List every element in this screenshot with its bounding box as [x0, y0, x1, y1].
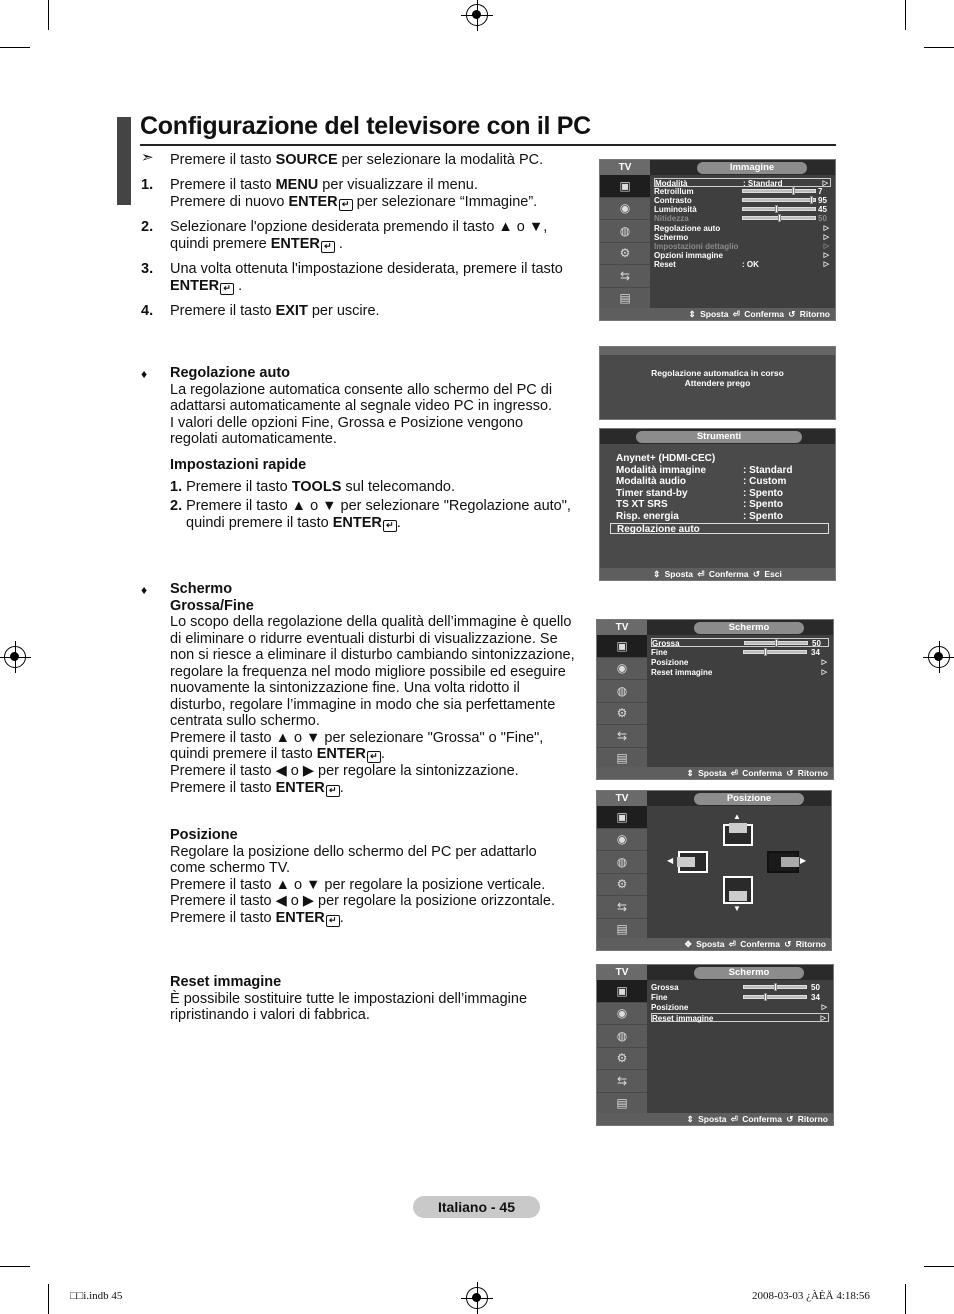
osd-menu-item[interactable] — [616, 476, 829, 488]
osd-item-value: : Standard — [743, 179, 783, 188]
osd-menu-item[interactable] — [616, 499, 829, 511]
reset-section: Reset immagine È possibile sostituire tutte le impostazioni dell’immagine ripristinando i valori di fabbrica. — [170, 974, 528, 1023]
chevron-right-icon: ▷ — [821, 669, 827, 676]
osd-menu-item[interactable] — [654, 224, 831, 233]
osd-slider[interactable] — [742, 189, 816, 193]
osd-item-label: TS XT SRS — [616, 499, 668, 511]
osd-item-value: 34 — [811, 648, 820, 657]
osd-item-value: : Standard — [743, 464, 793, 476]
auto-adjust-message: Regolazione automatica in corso Attendere prego — [651, 368, 784, 388]
osd-item-value: 45 — [818, 205, 827, 215]
step-number: 3. — [141, 261, 154, 277]
osd-menu-item[interactable] — [610, 523, 829, 535]
chevron-right-icon: ▷ — [822, 180, 828, 187]
slider-knob — [792, 187, 795, 195]
setup-icon[interactable]: ⚙ — [597, 874, 647, 897]
osd-tv-label: TV — [597, 965, 647, 980]
osd-menu-item[interactable] — [654, 205, 831, 214]
note-arrow-icon: ➣ — [141, 149, 154, 166]
osd-sidebar — [600, 175, 650, 308]
chevron-right-icon: ▷ — [823, 224, 829, 232]
osd-reset-menu — [596, 964, 834, 1126]
position-adjust-area — [647, 806, 831, 938]
osd-item-value: : Custom — [743, 476, 787, 488]
crop-mark — [0, 1266, 30, 1267]
osd-tab: Posizione — [694, 793, 804, 805]
arrow-left-icon: ◀ — [667, 856, 674, 865]
enter-icon: ↵ — [383, 520, 397, 532]
osd-menu-list — [650, 175, 835, 308]
channel-icon[interactable]: ◍ — [597, 1025, 647, 1048]
osd-item-value: : Spento — [743, 487, 783, 499]
osd-item-label: Modalità audio — [616, 476, 686, 488]
sound-icon[interactable]: ◉ — [600, 198, 650, 221]
osd-slider[interactable] — [742, 207, 816, 211]
imprint-right: 2008-03-03 ¿ÀÈÄ 4:18:56 — [752, 1290, 870, 1302]
enter-icon: ↵ — [326, 785, 340, 797]
osd-item-label: Risp. energia — [616, 511, 679, 522]
chevron-right-icon: ▷ — [820, 1015, 826, 1022]
step-2: Selezionare l'opzione desiderata premendo il tasto ▲ o ▼, quindi premere ENTER ↵ . — [170, 219, 548, 252]
schermo-section: Schermo Grossa/Fine Lo scopo della regolazione della qualità dell’immagine è quello di eliminare o ridurre eventuali disturbi di visualizzazione. Se non si riesce a eliminare il disturbo cambiando sintonizzazione, regolare la frequenza nel modo migliore possibile ed eseguire nuovamente la sintonizzazione fine. Una volta ridotto il disturbo, regolare l’immagine in modo che sia perfettamente centrata sullo schermo. Premere il tasto ▲ o ▼ per selezionare "Grossa" o "Fine", quindi premere il tasto ENTER ↵ . Premere il tasto ◀ o ▶ per regolare la sintonizzazione. Premere il tasto ENTER ↵ . — [170, 581, 575, 796]
crop-mark — [924, 1266, 954, 1267]
osd-menu-list — [647, 980, 833, 1113]
osd-item-value: 50 — [812, 639, 821, 648]
step-3: Una volta ottenuta l'impostazione desiderata, premere il tasto ENTER ↵ . — [170, 261, 563, 294]
osd-item-value: 95 — [818, 196, 827, 206]
osd-sidebar — [597, 980, 647, 1113]
title-rule — [140, 144, 836, 146]
osd-menu-item[interactable] — [616, 453, 829, 465]
channel-icon[interactable]: ◍ — [597, 851, 647, 874]
sound-icon[interactable]: ◉ — [597, 1003, 647, 1026]
setup-icon[interactable]: ⚙ — [597, 703, 647, 726]
osd-footer: ⇕ Sposta ⏎ Conferma ↺ Ritorno — [597, 767, 833, 779]
osd-item-label: Reset — [654, 259, 676, 269]
source-note: Premere il tasto SOURCE per selezionare la modalità PC. — [170, 152, 544, 168]
osd-item-label: Contrasto — [654, 196, 692, 206]
setup-icon[interactable]: ⚙ — [600, 243, 650, 266]
bullet-diamond-icon: ♦ — [141, 583, 148, 597]
osd-menu-item[interactable] — [654, 242, 831, 251]
page-title: Configurazione del televisore con il PC — [140, 112, 591, 140]
application-icon[interactable]: ▤ — [597, 1093, 647, 1116]
osd-menu-item[interactable] — [616, 511, 829, 523]
picture-icon[interactable]: ▣ — [597, 806, 647, 829]
osd-menu-item[interactable] — [654, 187, 831, 196]
osd-immagine-menu — [599, 159, 836, 321]
enter-icon: ↵ — [339, 199, 353, 211]
page-number-badge: Italiano - 45 — [413, 1196, 540, 1218]
step-1: Premere il tasto MENU per visualizzare il menu. Premere di nuovo ENTER ↵ per selezionare “Immagine”. — [170, 177, 538, 210]
crop-mark — [0, 47, 30, 48]
osd-item-value: 7 — [818, 187, 823, 197]
application-icon[interactable]: ▤ — [597, 919, 647, 942]
osd-footer: ✥ Sposta ⏎ Conferma ↺ Ritorno — [597, 938, 831, 950]
position-right-box[interactable] — [767, 851, 799, 873]
title-accent-bar — [117, 117, 131, 205]
osd-item-label: Anynet+ (HDMI-CEC) — [616, 453, 716, 464]
quick-step-2: 2. Premere il tasto ▲ o ▼ per selezionare "Regolazione auto", quindi premere il tasto ENTER ↵ . — [170, 498, 571, 531]
chevron-right-icon: ▷ — [823, 260, 829, 268]
osd-item-value: : OK — [742, 259, 759, 269]
osd-slider[interactable] — [743, 650, 807, 654]
regolazione-section: Regolazione auto La regolazione automatica consente allo schermo del PC di adattarsi automaticamente al segnale video PC in ingresso. I valori delle opzioni Fine, Grossa e Posizione vengono regolati automaticamente. — [170, 365, 553, 447]
osd-slider[interactable] — [743, 985, 807, 989]
osd-item-label: Nitidezza — [654, 214, 689, 224]
chevron-right-icon: ▷ — [821, 1004, 827, 1011]
osd-tv-label: TV — [600, 160, 650, 175]
chevron-right-icon: ▷ — [823, 251, 829, 259]
osd-item-label: Timer stand-by — [616, 487, 688, 499]
position-left-box[interactable] — [678, 851, 708, 873]
step-4: Premere il tasto EXIT per uscire. — [170, 303, 380, 319]
osd-auto-adjust-dialog — [599, 346, 836, 420]
osd-menu-item[interactable] — [616, 488, 829, 500]
enter-icon: ↵ — [220, 283, 234, 295]
input-icon[interactable]: ⇆ — [597, 1070, 647, 1093]
osd-item-label: Fine — [651, 648, 668, 657]
osd-menu-item[interactable] — [651, 1013, 829, 1022]
osd-item-label: Modalità — [655, 179, 688, 188]
osd-menu-item[interactable] — [651, 658, 829, 667]
imprint-left: □□i.indb 45 — [70, 1290, 123, 1302]
enter-icon: ↵ — [321, 241, 335, 253]
osd-posizione-menu — [596, 790, 832, 951]
osd-menu-item[interactable] — [651, 648, 829, 657]
osd-item-label: Schermo — [654, 232, 689, 242]
osd-menu-item[interactable] — [654, 260, 831, 269]
slider-knob — [764, 993, 767, 1001]
picture-icon[interactable]: ▣ — [600, 175, 650, 198]
osd-menu-item[interactable] — [651, 638, 829, 647]
posizione-section: Posizione Regolare la posizione dello schermo del PC per adattarlo come schermo TV. Premere il tasto ▲ o ▼ per regolare la posizione verticale. Premere il tasto ◀ o ▶ per regolare la posizione orizzontale. Premere il tasto ENTER ↵ . — [170, 827, 555, 926]
crop-mark — [924, 47, 954, 48]
osd-menu-item[interactable] — [654, 178, 831, 187]
registration-mark-icon — [928, 646, 950, 668]
osd-menu-item[interactable] — [616, 465, 829, 477]
osd-item-label: Reset immagine — [651, 668, 713, 677]
step-number: 1. — [141, 177, 154, 193]
osd-item-label: Retroillum — [654, 187, 694, 197]
osd-item-value: 50 — [818, 214, 827, 224]
input-icon[interactable]: ⇆ — [597, 896, 647, 919]
osd-item-label: Posizione — [651, 1003, 689, 1012]
osd-sidebar — [597, 635, 647, 767]
osd-item-value: 50 — [811, 983, 820, 992]
osd-item-label: Luminosità — [654, 205, 697, 215]
chevron-right-icon: ▷ — [821, 659, 827, 666]
slider-knob — [810, 196, 813, 204]
slider-knob — [775, 205, 778, 213]
registration-mark-icon — [466, 1287, 488, 1309]
osd-item-label: Impostazioni dettaglio — [654, 241, 739, 251]
osd-menu-item[interactable] — [651, 983, 829, 992]
quick-settings-heading: Impostazioni rapide — [170, 457, 307, 473]
osd-item-value: 34 — [811, 993, 820, 1002]
osd-item-label: Opzioni immagine — [654, 250, 723, 260]
osd-item-label: Grossa — [652, 639, 680, 648]
channel-icon[interactable]: ◍ — [600, 220, 650, 243]
osd-menu-item[interactable] — [651, 668, 829, 677]
osd-menu-item[interactable] — [654, 233, 831, 242]
osd-tab: Schermo — [694, 967, 804, 979]
channel-icon[interactable]: ◍ — [597, 680, 647, 703]
setup-icon[interactable]: ⚙ — [597, 1048, 647, 1071]
osd-item-label: Fine — [651, 993, 668, 1002]
osd-menu-item[interactable] — [654, 214, 831, 223]
step-number: 2. — [141, 219, 154, 235]
arrow-right-icon: ▶ — [800, 856, 807, 865]
slider-knob — [775, 639, 778, 647]
osd-item-label: Modalità immagine — [616, 464, 707, 476]
input-icon[interactable]: ⇆ — [597, 725, 647, 748]
quick-step-1: 1. Premere il tasto TOOLS sul telecomando. — [170, 479, 456, 495]
osd-tab: Immagine — [697, 162, 807, 174]
osd-slider[interactable] — [744, 641, 808, 645]
osd-item-value: : Spento — [743, 499, 783, 511]
arrow-down-icon: ▼ — [733, 904, 741, 913]
crop-mark — [905, 0, 906, 30]
osd-tab: Strumenti — [636, 431, 802, 443]
osd-schermo-menu — [596, 619, 834, 780]
osd-footer: ⇕ Sposta ⏎ Conferma ↺ Ritorno — [600, 308, 835, 320]
application-icon[interactable]: ▤ — [597, 748, 647, 771]
input-icon[interactable]: ⇆ — [600, 265, 650, 288]
chevron-right-icon: ▷ — [823, 242, 829, 250]
step-number: 4. — [141, 303, 154, 319]
section-heading: Regolazione auto — [170, 365, 291, 381]
osd-item-label: Reset immagine — [652, 1014, 714, 1023]
osd-sidebar — [597, 806, 647, 938]
registration-mark-icon — [466, 4, 488, 26]
arrow-up-icon: ▲ — [733, 812, 741, 821]
position-up-box[interactable] — [723, 824, 753, 846]
slider-knob — [764, 648, 767, 656]
bullet-diamond-icon: ♦ — [141, 367, 148, 381]
osd-item-label: Posizione — [651, 658, 689, 667]
osd-menu-item[interactable] — [651, 993, 829, 1002]
picture-icon[interactable]: ▣ — [597, 980, 647, 1003]
crop-mark — [48, 0, 49, 30]
sound-icon[interactable]: ◉ — [597, 829, 647, 852]
picture-icon[interactable]: ▣ — [597, 635, 647, 658]
registration-mark-icon — [4, 646, 26, 668]
enter-icon: ↵ — [326, 915, 340, 927]
osd-slider[interactable] — [742, 198, 816, 202]
osd-item-label: Regolazione auto — [654, 223, 721, 233]
osd-slider[interactable] — [743, 995, 807, 999]
chevron-right-icon: ▷ — [823, 233, 829, 241]
osd-strumenti-menu — [599, 428, 836, 581]
position-down-box[interactable] — [723, 876, 753, 904]
osd-tab: Schermo — [694, 622, 804, 634]
osd-footer: ⇕ Sposta ⏎ Conferma ↺ Esci — [600, 568, 835, 580]
slider-knob — [778, 214, 781, 222]
osd-menu-item[interactable] — [654, 196, 831, 205]
osd-tv-label: TV — [597, 791, 647, 806]
crop-mark — [48, 1284, 49, 1314]
osd-tv-label: TV — [597, 620, 647, 635]
osd-slider[interactable] — [742, 216, 816, 220]
sound-icon[interactable]: ◉ — [597, 658, 647, 681]
slider-knob — [774, 983, 777, 991]
osd-item-value: : Spento — [743, 511, 783, 522]
application-icon[interactable]: ▤ — [600, 288, 650, 311]
osd-menu-list — [647, 635, 833, 767]
crop-mark — [905, 1284, 906, 1314]
osd-menu-item[interactable] — [651, 1003, 829, 1012]
osd-footer: ⇕ Sposta ⏎ Conferma ↺ Ritorno — [597, 1113, 833, 1125]
osd-menu-item[interactable] — [654, 251, 831, 260]
osd-item-label: Grossa — [651, 983, 679, 992]
osd-item-label: Regolazione auto — [617, 523, 700, 535]
enter-icon: ↵ — [367, 751, 381, 763]
